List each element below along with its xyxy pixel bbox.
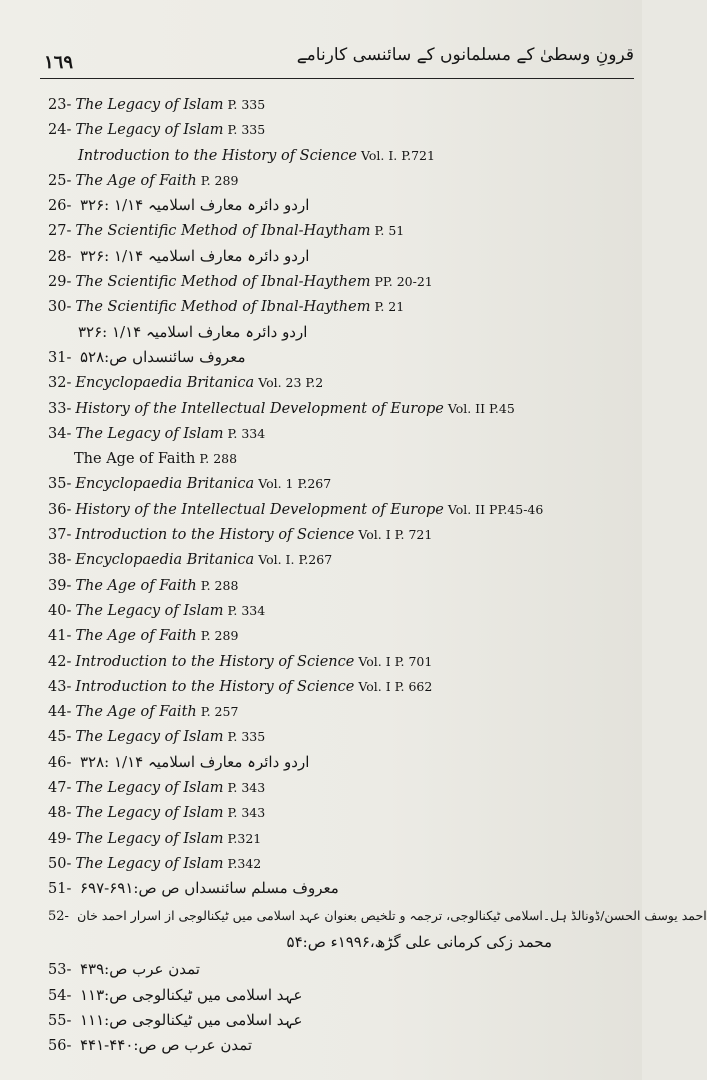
reference-entry (48, 345, 622, 370)
entry-title: History of the Intellectual Development of Europe (75, 501, 444, 518)
entry-urdu-text: احمد یوسف الحسن/ڈونالڈ ہل۔اسلامی ٹیکنالوجی، ترجمہ و تلخیص بعنوان عہد اسلامی میں ٹیکنالوجی از اسرار احمد خان (77, 907, 707, 923)
reference-entry (48, 598, 622, 623)
reference-entry (48, 674, 622, 699)
entry-number: 40- (48, 602, 72, 619)
entry-number: 43- (48, 678, 72, 695)
entry-number: 39- (48, 577, 72, 594)
entry-title: Introduction to the History of Science (75, 527, 355, 544)
entry-reference: PP. 20-21 (374, 274, 433, 290)
entry-title: The Legacy of Islam (75, 122, 224, 139)
reference-entry (48, 876, 622, 901)
entry-number: 55- (48, 1013, 72, 1030)
entry-number: 34- (48, 425, 72, 442)
entry-number: 33- (48, 400, 72, 417)
entry-reference: P. 335 (227, 122, 266, 138)
entry-urdu-text: اردو دائرہ معارف اسلامیہ ۱/۱۴ :۳۲۶ (79, 246, 310, 265)
entry-urdu-text: عہد اسلامی میں ٹیکنالوجی ص:۱۱۳ (79, 985, 303, 1004)
entry-title: The Scientific Method of Ibnal-Haytham (75, 223, 371, 240)
entry-urdu-text: اردو دائرہ معارف اسلامیہ ۱/۱۴ :۳۲۶ (79, 196, 310, 215)
reference-entry (48, 800, 622, 825)
entry-title: The Scientific Method of Ibnal-Haythem (75, 274, 371, 291)
entry-urdu-text: تمدن عرب ص:۴۳۹ (79, 959, 200, 978)
entry-number: 48- (48, 805, 72, 822)
entry-number: 24- (48, 122, 72, 139)
reference-entry (48, 143, 622, 168)
entry-reference: P.342 (227, 855, 262, 871)
entry-reference: P. 288 (199, 451, 238, 467)
entry-urdu-text: معروف مسلم سائنسداں ص ص:۶۹۱-۶۹۷ (79, 879, 339, 898)
reference-entry (48, 699, 622, 724)
entry-number: 42- (48, 653, 72, 670)
entry-number: 23- (48, 97, 72, 113)
entry-number: 29- (48, 274, 72, 291)
reference-entry (48, 396, 622, 421)
entry-title: The Age of Faith (74, 451, 196, 468)
reference-entry (48, 269, 622, 294)
entry-number: 26- (48, 198, 72, 215)
entry-reference: P. 288 (200, 577, 239, 593)
reference-entry (48, 522, 622, 547)
entry-number: 31- (48, 349, 72, 366)
entry-title: Introduction to the History of Science (75, 653, 355, 670)
entry-reference: Vol. I P. 701 (358, 653, 433, 669)
entry-title: The Legacy of Islam (75, 425, 224, 442)
reference-entry (48, 649, 622, 674)
entry-reference: Vol. 23 P.2 (258, 375, 324, 391)
reference-entry (48, 826, 622, 851)
entry-number: 38- (48, 552, 72, 569)
reference-entry (48, 421, 622, 446)
entry-reference: Vol. I P. 662 (358, 678, 433, 694)
entry-number: 56- (48, 1038, 72, 1055)
reference-entry (48, 1033, 622, 1058)
entry-reference: P. 335 (227, 729, 266, 745)
entry-number: 53- (48, 961, 72, 978)
entry-reference: P. 21 (374, 299, 405, 315)
entry-urdu-text: معروف سائنسداں ص:۵۲۸ (79, 347, 246, 366)
entry-urdu-text: اردو دائرہ معارف اسلامیہ ۱/۱۴ :۳۲۶ (78, 322, 308, 341)
entry-urdu-text: عہد اسلامی میں ٹیکنالوجی ص:۱۱۱ (79, 1011, 303, 1030)
reference-entry (48, 573, 622, 598)
entry-title: Encyclopaedia Britanica (75, 375, 255, 392)
page-header (40, 38, 634, 79)
entry-title: The Scientific Method of Ibnal-Haythem (75, 299, 371, 316)
reference-entry (48, 1008, 622, 1033)
entry-reference: P.321 (227, 830, 262, 846)
entry-number: 36- (48, 501, 72, 518)
reference-entry (48, 117, 622, 142)
entry-number: 32- (48, 375, 72, 392)
references-list (48, 92, 707, 1059)
reference-entry (48, 930, 622, 955)
entry-title: The Legacy of Islam (75, 97, 224, 113)
entry-title: The Legacy of Islam (75, 830, 224, 847)
entry-number: 51- (48, 881, 72, 898)
entry-title: The Legacy of Islam (75, 602, 224, 619)
entry-title: History of the Intellectual Development of Europe (75, 400, 444, 417)
entry-number: 46- (48, 754, 72, 771)
reference-entry (48, 902, 707, 930)
entry-reference: Vol. I P. 721 (358, 527, 433, 543)
entry-title: The Legacy of Islam (75, 855, 224, 872)
reference-entry (48, 446, 622, 471)
reference-entry (48, 320, 622, 345)
entry-reference: Vol. II P.45 (447, 400, 515, 416)
entry-title: The Age of Faith (75, 628, 197, 645)
entry-title: The Legacy of Islam (75, 729, 224, 746)
entry-number: 49- (48, 830, 72, 847)
reference-entry (48, 471, 622, 496)
entry-number: 35- (48, 476, 72, 493)
entry-reference: Vol. I. P.267 (258, 552, 333, 568)
reference-entry (48, 623, 622, 648)
reference-entry (48, 547, 622, 572)
reference-entry (48, 294, 622, 319)
entry-reference: P. 257 (200, 704, 239, 720)
reference-entry (48, 497, 622, 522)
entry-reference: Vol. I. P.721 (361, 147, 435, 163)
entry-urdu-text: تمدن عرب ص ص:۴۴۰-۴۴۱ (79, 1036, 253, 1055)
entry-title: Encyclopaedia Britanica (75, 476, 255, 493)
entry-number: 25- (48, 172, 72, 189)
reference-entry (48, 955, 622, 983)
reference-entry (48, 168, 622, 193)
running-title: قرونِ وسطیٰ کے مسلمانوں کے سائنسی کارنامے (296, 45, 634, 65)
entry-reference: Vol. 1 P.267 (258, 476, 332, 492)
entry-number: 28- (48, 248, 72, 265)
entry-reference: P. 51 (374, 223, 405, 239)
entry-urdu-text: اردو دائرہ معارف اسلامیہ ۱/۱۴ :۳۲۸ (79, 752, 310, 771)
entry-urdu-text: محمد زکی کرمانی علی گڑھ،۱۹۹۶ء ص:۵۴ (286, 932, 552, 951)
reference-entry (48, 724, 622, 749)
entry-number: 27- (48, 223, 72, 240)
entry-title: The Age of Faith (75, 577, 197, 594)
entry-title: The Legacy of Islam (75, 805, 224, 822)
reference-entry (48, 851, 622, 876)
entry-number: 37- (48, 527, 72, 544)
reference-entry (48, 775, 622, 800)
reference-entry (48, 244, 622, 269)
entry-title: Introduction to the History of Science (78, 147, 357, 164)
entry-reference: P. 334 (227, 425, 266, 441)
entry-number: 47- (48, 780, 72, 797)
entry-number: 50- (48, 855, 72, 872)
reference-entry (48, 983, 622, 1008)
entry-reference: P. 335 (227, 97, 266, 112)
entry-number: 45- (48, 729, 72, 746)
reference-entry (48, 750, 622, 775)
reference-entry (48, 193, 622, 218)
entry-number: 54- (48, 987, 72, 1004)
entry-reference: Vol. II PP.45-46 (447, 501, 544, 517)
page-number: ١٦٩ (44, 52, 74, 73)
entry-number: 41- (48, 628, 72, 645)
entry-title: The Age of Faith (75, 704, 197, 721)
entry-title: Introduction to the History of Science (75, 678, 355, 695)
entry-number: 44- (48, 704, 72, 721)
entry-number: 52- (48, 908, 69, 924)
reference-entry (48, 370, 622, 395)
entry-reference: P. 343 (227, 780, 266, 796)
reference-entry (48, 92, 622, 117)
entry-reference: P. 334 (227, 602, 266, 618)
reference-entry (48, 218, 622, 243)
entry-title: The Age of Faith (75, 172, 197, 189)
entry-reference: P. 289 (200, 628, 239, 644)
entry-title: The Legacy of Islam (75, 780, 224, 797)
entry-number: 30- (48, 299, 72, 316)
entry-reference: P. 343 (227, 805, 266, 821)
entry-reference: P. 289 (200, 172, 239, 188)
entry-title: Encyclopaedia Britanica (75, 552, 255, 569)
